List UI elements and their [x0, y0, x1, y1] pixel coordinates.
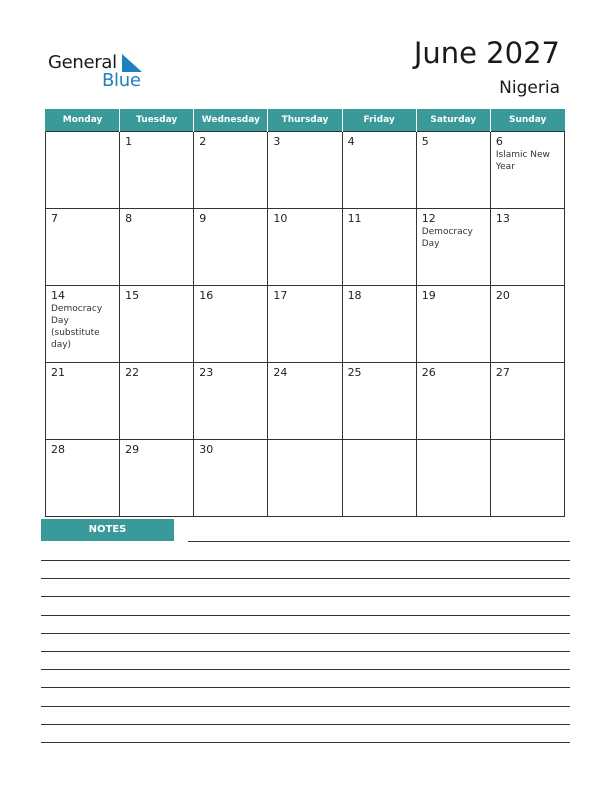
calendar-day-cell [490, 363, 564, 440]
calendar-day-cell [490, 209, 564, 286]
calendar-day-cell [490, 440, 564, 517]
country-label: Nigeria [499, 78, 560, 98]
day-number: 28 [51, 443, 65, 456]
day-number: 19 [421, 289, 436, 302]
note-line [41, 742, 570, 743]
calendar-day-cell [46, 132, 120, 209]
calendar-day-cell [46, 363, 120, 440]
day-number: 30 [199, 443, 214, 456]
weekday-header: Monday [46, 109, 120, 132]
calendar-day-cell [120, 286, 194, 363]
note-line [41, 633, 570, 634]
calendar-week-row [46, 209, 565, 286]
calendar-day-cell [46, 209, 120, 286]
day-number: 20 [495, 289, 510, 302]
day-number: 29 [125, 443, 140, 456]
calendar-day-cell [194, 440, 268, 517]
day-number: 26 [421, 366, 436, 379]
day-number: 24 [273, 366, 288, 379]
day-number: 1 [125, 135, 133, 148]
day-number: 21 [51, 366, 65, 379]
calendar-day-cell [268, 132, 342, 209]
calendar-day-cell [120, 132, 194, 209]
calendar-day-cell [342, 132, 416, 209]
calendar-day-cell [120, 209, 194, 286]
note-line [41, 687, 570, 688]
note-line [41, 651, 570, 652]
calendar-day-cell [120, 440, 194, 517]
calendar-week-row [46, 286, 565, 363]
calendar-grid [45, 109, 565, 517]
day-number: 17 [273, 289, 288, 302]
note-line [41, 669, 570, 670]
day-number: 15 [125, 289, 140, 302]
day-number: 27 [495, 366, 510, 379]
note-line [41, 596, 570, 597]
calendar-day-cell [46, 440, 120, 517]
weekday-header-row [46, 109, 565, 132]
calendar-day-cell [416, 286, 490, 363]
notes-label: NOTES [41, 519, 174, 541]
note-line [41, 706, 570, 707]
day-number: 14 [51, 289, 65, 302]
note-line [41, 724, 570, 725]
day-number: 4 [347, 135, 355, 148]
day-number: 2 [199, 135, 207, 148]
weekday-header: Tuesday [120, 109, 194, 132]
day-number: 11 [347, 212, 362, 225]
calendar-day-cell [342, 286, 416, 363]
calendar-day-cell [120, 363, 194, 440]
calendar-day-cell [268, 209, 342, 286]
holiday-label: Democracy Day [421, 227, 473, 249]
weekday-header: Friday [342, 109, 416, 132]
day-number: 16 [199, 289, 214, 302]
calendar-day-cell [268, 440, 342, 517]
holiday-label: Islamic New Year [495, 150, 550, 172]
day-number: 18 [347, 289, 362, 302]
day-number: 23 [199, 366, 214, 379]
calendar-week-row [46, 132, 565, 209]
logo [48, 52, 158, 92]
day-number: 10 [273, 212, 288, 225]
calendar-week-row [46, 440, 565, 517]
weekday-header: Thursday [268, 109, 342, 132]
logo-general-text: General [48, 52, 117, 73]
day-number: 22 [125, 366, 140, 379]
note-line [41, 560, 570, 561]
calendar-day-cell [268, 363, 342, 440]
note-line [41, 578, 570, 579]
day-number: 3 [273, 135, 281, 148]
day-number: 12 [421, 212, 436, 225]
calendar-day-cell [342, 363, 416, 440]
calendar-day-cell [342, 440, 416, 517]
note-line [188, 541, 570, 542]
holiday-label: Democracy Day (substitute day) [51, 304, 103, 350]
logo-blue-text: Blue [102, 70, 141, 91]
page-title: June 2027 [413, 36, 560, 70]
day-number: 5 [421, 135, 429, 148]
day-number: 13 [495, 212, 510, 225]
weekday-header: Sunday [490, 109, 564, 132]
calendar-day-cell [194, 363, 268, 440]
day-number: 6 [495, 135, 503, 148]
calendar-day-cell [194, 286, 268, 363]
calendar-day-cell [416, 132, 490, 209]
day-number: 25 [347, 366, 362, 379]
calendar-day-cell [342, 209, 416, 286]
calendar-day-cell [416, 363, 490, 440]
day-number: 8 [125, 212, 133, 225]
weekday-header: Saturday [416, 109, 490, 132]
note-line [41, 615, 570, 616]
calendar-day-cell [194, 209, 268, 286]
day-number: 7 [51, 212, 58, 225]
calendar-week-row [46, 363, 565, 440]
calendar-day-cell [490, 286, 564, 363]
day-number: 9 [199, 212, 207, 225]
calendar-day-cell [194, 132, 268, 209]
weekday-header: Wednesday [194, 109, 268, 132]
calendar-day-cell [268, 286, 342, 363]
calendar-day-cell [490, 132, 564, 209]
calendar-day-cell [416, 440, 490, 517]
calendar-day-cell [416, 209, 490, 286]
calendar-day-cell [46, 286, 120, 363]
